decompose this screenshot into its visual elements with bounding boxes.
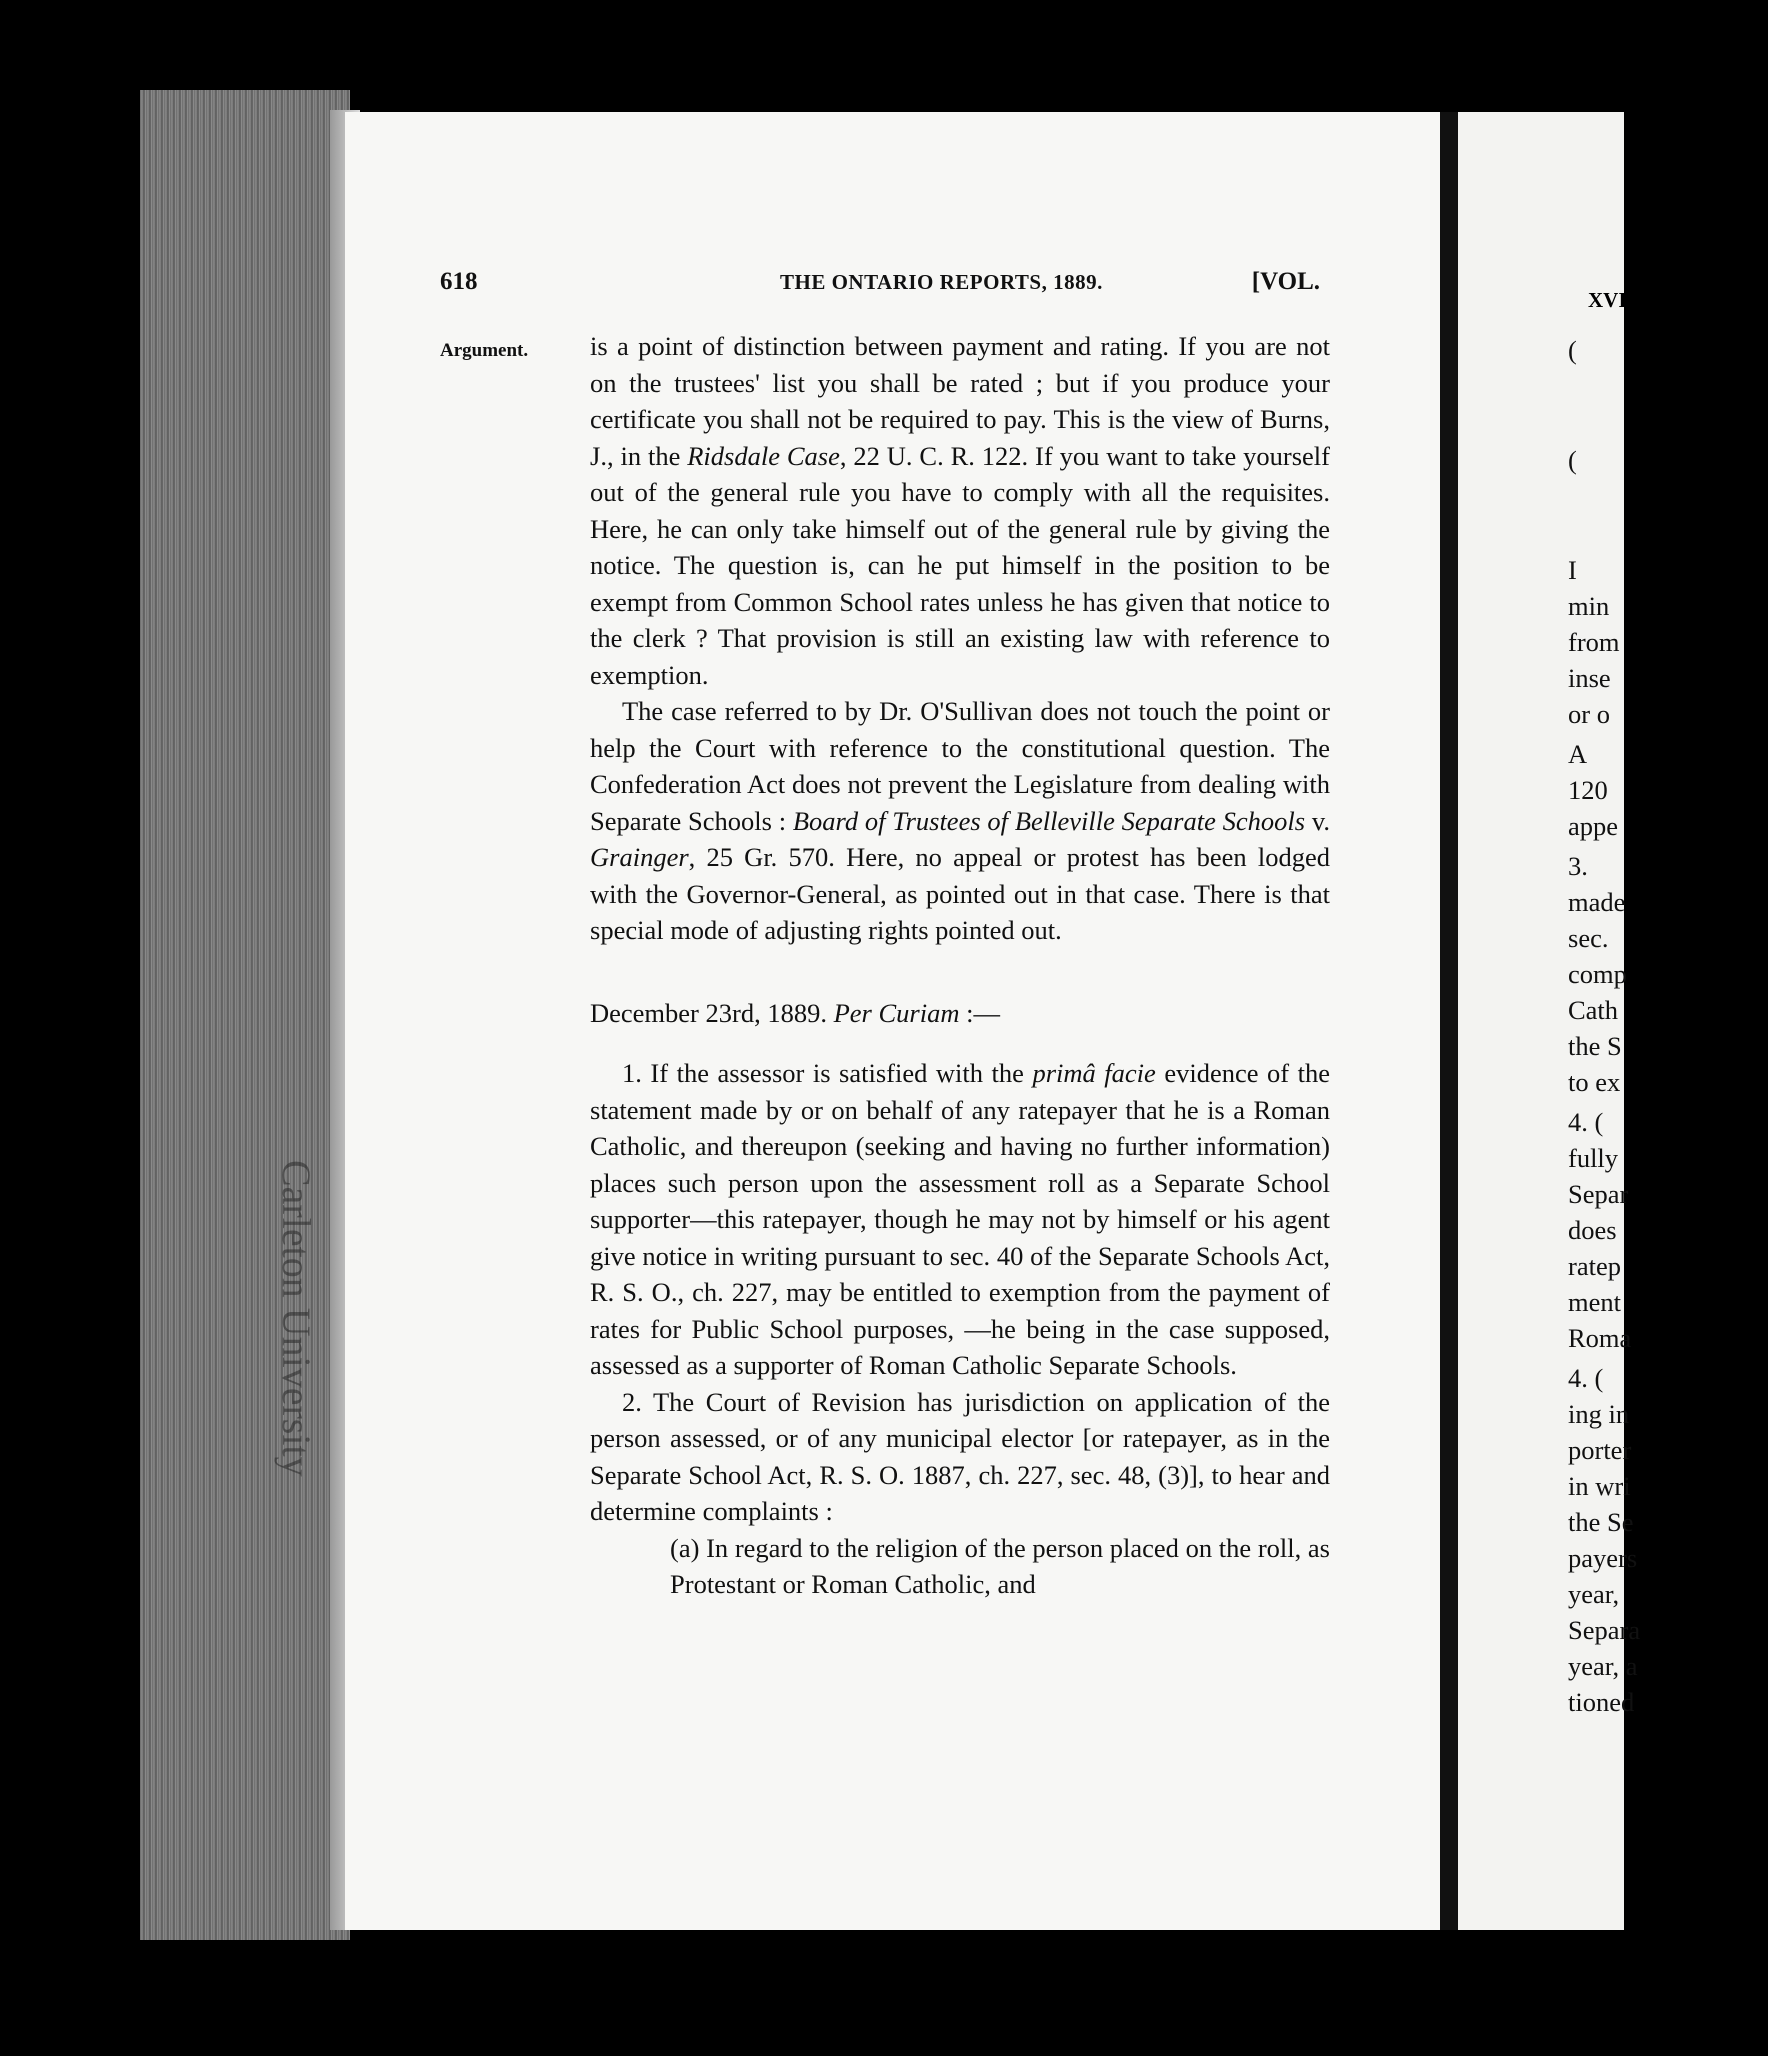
- text-run: :—: [959, 997, 1000, 1028]
- right-page-fragment: (: [1568, 445, 1577, 475]
- right-page-fragment: does: [1568, 1215, 1617, 1245]
- right-page-fragment: 4. (: [1568, 1363, 1604, 1393]
- paragraph: [590, 1055, 1330, 1384]
- right-page-fragment: ing in: [1568, 1399, 1630, 1429]
- right-page-fragment: year,: [1568, 1579, 1620, 1609]
- right-page-fragment: inse: [1568, 663, 1611, 693]
- right-page-fragment: payers: [1568, 1543, 1638, 1573]
- text-run: December 23rd, 1889.: [590, 997, 834, 1028]
- right-page-fragment: or o: [1568, 699, 1610, 729]
- text-run: 2. The Court of Revision has jurisdiction on application of the person assessed, or of any municipal elector [or ratepayer, as in the Separate School Act, R. S. O. 1887, ch. 227, sec. 48, (3)], to hear and determine complaints :: [590, 1386, 1330, 1526]
- volume-label: [VOL.: [1251, 268, 1320, 295]
- right-page-fragment: made: [1568, 887, 1626, 917]
- right-page-fragment: ment: [1568, 1287, 1621, 1317]
- right-page-fragment: from: [1568, 627, 1620, 657]
- text-run: 1. If the assessor is satisfied with the: [622, 1058, 1033, 1088]
- right-page-fragment: 120: [1568, 775, 1608, 805]
- right-page-fragment: Separa: [1568, 1615, 1641, 1645]
- text-run: The case referred to by Dr. O'Sullivan does not touch the point or help the Court with reference to the constitutional question. The Confederation Act does not prevent the Legislature from dealing with Separate Schools :: [590, 696, 1330, 836]
- right-page-fragment: Separ: [1568, 1179, 1629, 1209]
- right-page-fragment: Roma: [1568, 1323, 1632, 1353]
- right-page-fragment: porter: [1568, 1435, 1632, 1465]
- paragraph: [590, 1530, 1330, 1603]
- paragraph: [590, 1384, 1330, 1530]
- text-run: , 22 U. C. R. 122. If you want to take yourself out of the general rule you have to comply with all the requisites. Here, he can only take himself out of the general rule by giving the notice. The question is, can he put himself in the position to be exempt from Common School rates unless he has given that notice to the clerk ? That provision is still an existing law with reference to exemption.: [590, 440, 1330, 690]
- right-page-header: XVI: [1588, 288, 1627, 312]
- body-text: [590, 328, 1330, 1603]
- right-page-fragment: fully: [1568, 1143, 1619, 1173]
- italic-text: Ridsdale Case: [687, 440, 840, 471]
- italic-text: Grainger: [590, 842, 689, 872]
- right-page-fragment: Cath: [1568, 995, 1619, 1025]
- right-page-fragment: ratep: [1568, 1251, 1621, 1281]
- text-run: v.: [1305, 805, 1331, 836]
- right-page-fragment: to ex: [1568, 1067, 1621, 1097]
- page-number: 618: [440, 268, 478, 295]
- text-run: evidence of the statement made by or on behalf of any ratepayer that he is a Roman Catholic, and thereupon (seeking and having no further information) places such person upon the assessment roll as a Separate School supporter—this ratepayer, though he may not by himself or his agent give notice in writing pursuant to sec. 40 of the Separate Schools Act, R. S. O., ch. 227, may be entitled to exemption from the payment of rates for Public School purposes, —he being in the case supposed, assessed as a supporter of Roman Catholic Separate Schools.: [590, 1058, 1330, 1380]
- italic-text: primâ facie: [1032, 1058, 1156, 1088]
- right-page-fragment: min: [1568, 591, 1610, 621]
- right-page-fragment: (: [1568, 335, 1577, 365]
- book-page-edges: [140, 90, 350, 1940]
- book-gutter: [1440, 112, 1458, 1930]
- right-page-fragment: tioned: [1568, 1687, 1635, 1717]
- library-stamp: Carleton University: [274, 1160, 319, 1477]
- right-page-fragment: sec.: [1568, 923, 1609, 953]
- paragraph: [590, 995, 1330, 1032]
- right-page-fragment: in wri: [1568, 1471, 1631, 1501]
- right-page-fragment: A: [1568, 739, 1588, 769]
- paragraph: [590, 328, 1330, 693]
- paragraph: [590, 693, 1330, 949]
- right-page-fragment: 4. (: [1568, 1107, 1604, 1137]
- right-page-fragment: the Se: [1568, 1507, 1634, 1537]
- page-header: [440, 268, 1320, 308]
- margin-note: Argument.: [440, 340, 529, 361]
- text-run: , 25 Gr. 570. Here, no appeal or protest has been lodged with the Governor-General, as pointed out in that case. There is that special mode of adjusting rights pointed out.: [590, 842, 1330, 945]
- right-page-fragment: year, a: [1568, 1651, 1638, 1681]
- italic-text: Per Curiam: [833, 997, 960, 1028]
- text-run: is a point of distinction between payment and rating. If you are not on the trustees' list you shall be rated ; but if you produce your certificate you shall not be required to pay. This is the view of Burns, J., in the: [590, 331, 1330, 471]
- text-run: (a) In regard to the religion of the person placed on the roll, as Protestant or Roman Catholic, and: [670, 1532, 1330, 1599]
- right-page-fragment: the S: [1568, 1031, 1622, 1061]
- running-title: THE ONTARIO REPORTS, 1889.: [780, 270, 1103, 294]
- right-page-fragment: appe: [1568, 811, 1619, 841]
- right-page-fragment: I: [1568, 555, 1577, 585]
- italic-text: Board of Trustees of Belleville Separate Schools: [792, 805, 1306, 836]
- right-page-fragment: comp: [1568, 959, 1627, 989]
- right-page-fragment: 3.: [1568, 851, 1588, 881]
